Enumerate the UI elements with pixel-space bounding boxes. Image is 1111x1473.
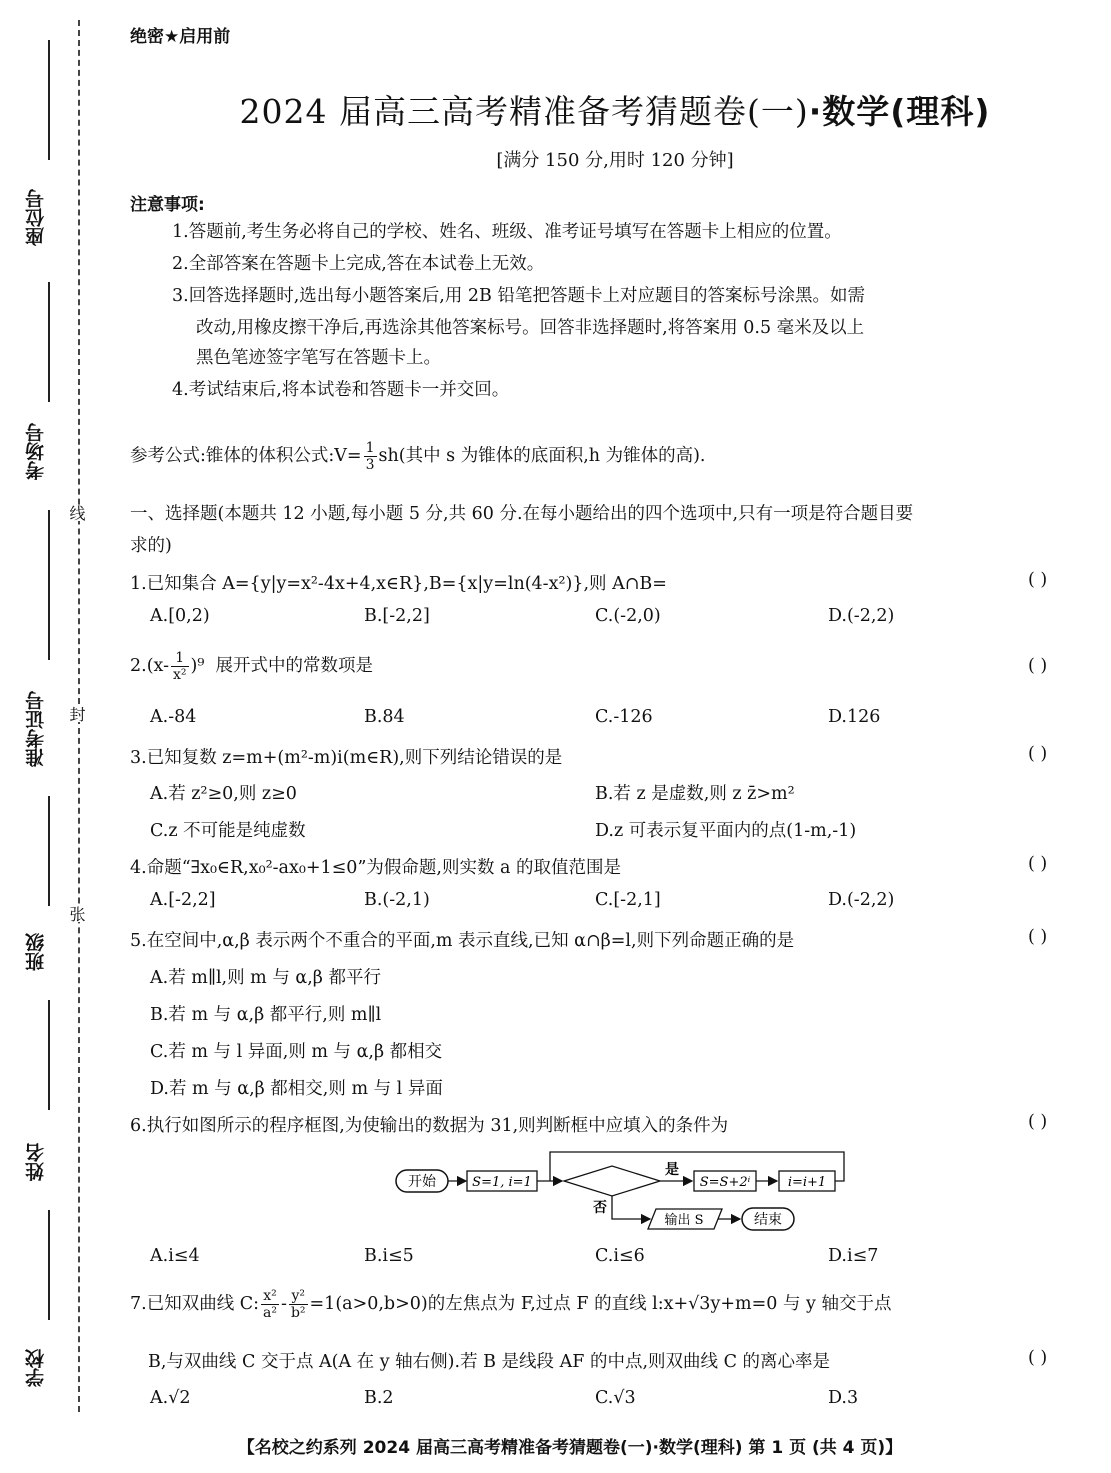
title-subject: ·数学(理科) [808, 92, 991, 131]
flow-no-label: 否 [593, 1200, 607, 1216]
question-1-stem: 1.已知集合 A={y|y=x²-4x+4,x∈R},B={x|y=ln(4-x²)},则 A∩B= [130, 574, 667, 594]
fraction-numerator: y² [289, 1288, 308, 1305]
q2-option-a: A.-84 [150, 707, 197, 727]
q2-fraction [171, 650, 189, 683]
flow-end-text: 结束 [754, 1212, 782, 1228]
answer-bracket: ( ) [1028, 927, 1048, 947]
question-4-stem: 4.命题“∃x₀∈R,x₀²-ax₀+1≤0”为假命题,则实数 a 的取值范围是 [130, 858, 622, 878]
notice-item: 1.答题前,考生务必将自己的学校、姓名、班级、准考证号填写在答题卡上相应的位置。 [172, 222, 842, 242]
q5-option-d: D.若 m 与 α,β 都相交,则 m 与 l 异面 [150, 1079, 443, 1099]
answer-bracket: ( ) [1028, 854, 1048, 874]
fraction-numerator: 1 [365, 440, 375, 456]
q7-minus: - [281, 1294, 287, 1314]
flow-update-s-text: S=S+2ⁱ [699, 1175, 751, 1190]
class-label: 班级 [25, 933, 47, 971]
q7-lead: 7.已知双曲线 C: [130, 1294, 260, 1314]
question-7-stem [130, 1284, 891, 1324]
q4-option-d: D.(-2,2) [828, 890, 895, 910]
fraction-denominator: 3 [365, 457, 375, 473]
fraction-numerator: x² [261, 1288, 279, 1305]
notice-heading: 注意事项: [130, 195, 205, 215]
q2-exponent: )⁹ [190, 656, 205, 676]
section-heading-line: 一、选择题(本题共 12 小题,每小题 5 分,共 60 分.在每小题给出的四个选项中,只有一项是符合题目要 [130, 504, 914, 524]
name-line [48, 1000, 50, 1110]
page-title [0, 86, 1111, 133]
q2-option-d: D.126 [828, 707, 881, 727]
answer-bracket: ( ) [1028, 656, 1048, 676]
notice-item: 黑色笔迹签字笔写在答题卡上。 [196, 348, 441, 368]
q7-fraction-x [261, 1288, 279, 1321]
q1-option-b: B.[-2,2] [364, 606, 430, 626]
top-secret-label: 绝密★启用前 [130, 27, 231, 47]
q5-option-a: A.若 m∥l,则 m 与 α,β 都平行 [150, 968, 381, 988]
flow-init-text: S=1, i=1 [472, 1175, 532, 1190]
notice-item: 4.考试结束后,将本试卷和答题卡一并交回。 [172, 380, 510, 400]
q2-option-c: C.-126 [595, 707, 653, 727]
exam-id-label: 准考证号 [25, 691, 47, 767]
q7-option-d: D.3 [828, 1388, 859, 1408]
flow-update-i-text: i=i+1 [787, 1175, 827, 1190]
answer-bracket: ( ) [1028, 1348, 1048, 1368]
q7-option-a: A.√2 [150, 1388, 191, 1408]
question-6-stem: 6.执行如图所示的程序框图,为使输出的数据为 31,则判断框中应填入的条件为 [130, 1116, 729, 1136]
answer-bracket: ( ) [1028, 744, 1048, 764]
q3-option-b: B.若 z 是虚数,则 z z̄>m² [595, 784, 795, 804]
name-label: 姓名 [25, 1143, 47, 1181]
q5-option-c: C.若 m 与 l 异面,则 m 与 α,β 都相交 [150, 1042, 443, 1062]
answer-bracket: ( ) [1028, 1112, 1048, 1132]
q7-option-c: C.√3 [595, 1388, 636, 1408]
formula-lead: 参考公式:锥体的体积公式:V= [130, 446, 362, 466]
q7-option-b: B.2 [364, 1388, 394, 1408]
q3-option-d: D.z 可表示复平面内的点(1-m,-1) [595, 821, 857, 841]
q4-option-c: C.[-2,1] [595, 890, 661, 910]
formula-fraction [364, 440, 377, 473]
question-7-stem-cont: B,与双曲线 C 交于点 A(A 在 y 轴右侧).若 B 是线段 AF 的中点,则双曲线 C 的离心率是 [148, 1352, 831, 1372]
q1-option-a: A.[0,2) [150, 606, 210, 626]
cut-seal-char: 封 [67, 706, 86, 722]
question-3-stem: 3.已知复数 z=m+(m²-m)i(m∈R),则下列结论错误的是 [130, 748, 563, 768]
answer-bracket: ( ) [1028, 570, 1048, 590]
fraction-numerator: 1 [171, 650, 189, 667]
q7-mid: =1(a>0,b>0)的左焦点为 F,过点 F 的直线 l:x+√3y+m=0 与 y 轴交于点 [309, 1294, 892, 1314]
seat-label: 座位号 [25, 189, 47, 247]
q3-option-a: A.若 z²≥0,则 z≥0 [150, 784, 297, 804]
room-label: 考场号 [25, 423, 47, 481]
cut-sheet-char: 张 [67, 906, 86, 922]
class-line [48, 796, 50, 906]
q4-option-a: A.[-2,2] [150, 890, 216, 910]
q1-option-c: C.(-2,0) [595, 606, 661, 626]
fraction-denominator: x² [173, 667, 187, 683]
q3-option-c: C.z 不可能是纯虚数 [150, 821, 306, 841]
q2-option-b: B.84 [364, 707, 405, 727]
q2-tail: 展开式中的常数项是 [215, 656, 373, 676]
section-heading [130, 500, 913, 525]
reference-formula [130, 436, 706, 476]
flowchart [392, 1146, 854, 1238]
flow-decision [564, 1166, 660, 1196]
q6-option-d: D.i≤7 [828, 1246, 879, 1266]
notice-item: 2.全部答案在答题卡上完成,答在本试卷上无效。 [172, 254, 545, 274]
q6-option-a: A.i≤4 [150, 1246, 200, 1266]
notice-item: 改动,用橡皮擦干净后,再选涂其他答案标号。回答非选择题时,将答案用 0.5 毫米及以上 [196, 318, 865, 338]
exam-info: [满分 150 分,用时 120 分钟] [496, 150, 734, 171]
school-label: 学校 [25, 1349, 47, 1387]
q7-fraction-y [289, 1288, 308, 1321]
q4-option-b: B.(-2,1) [364, 890, 430, 910]
flow-start-text: 开始 [408, 1174, 436, 1190]
flow-yes-label: 是 [665, 1162, 679, 1178]
page-footer: 【名校之约系列 2024 届高三高考精准备考猜题卷(一)·数学(理科) 第 1 页 (共 4 页)】 [237, 1438, 903, 1458]
room-line [48, 282, 50, 402]
fraction-denominator: b² [290, 1305, 306, 1321]
formula-tail: sh(其中 s 为锥体的底面积,h 为锥体的高). [378, 446, 706, 466]
school-line [48, 1210, 50, 1320]
q5-option-b: B.若 m 与 α,β 都平行,则 m∥l [150, 1005, 382, 1025]
title-main: 2024 届高三高考精准备考猜题卷(一) [239, 92, 809, 131]
question-5-stem: 5.在空间中,α,β 表示两个不重合的平面,m 表示直线,已知 α∩β=l,则下列命题正确的是 [130, 931, 795, 951]
q2-lead: 2.(x- [130, 656, 169, 676]
q6-option-b: B.i≤5 [364, 1246, 414, 1266]
cut-line-char: 线 [67, 505, 86, 521]
question-2-stem [130, 646, 373, 686]
section-heading-cont: 求的) [130, 536, 172, 556]
notice-item: 3.回答选择题时,选出每小题答案后,用 2B 铅笔把答题卡上对应题目的答案标号涂黑。如需 [172, 286, 865, 306]
q1-option-d: D.(-2,2) [828, 606, 895, 626]
exam-id-line [48, 510, 50, 660]
flow-output-text: 输出 S [664, 1213, 704, 1228]
q6-option-c: C.i≤6 [595, 1246, 645, 1266]
fraction-denominator: a² [263, 1305, 278, 1321]
